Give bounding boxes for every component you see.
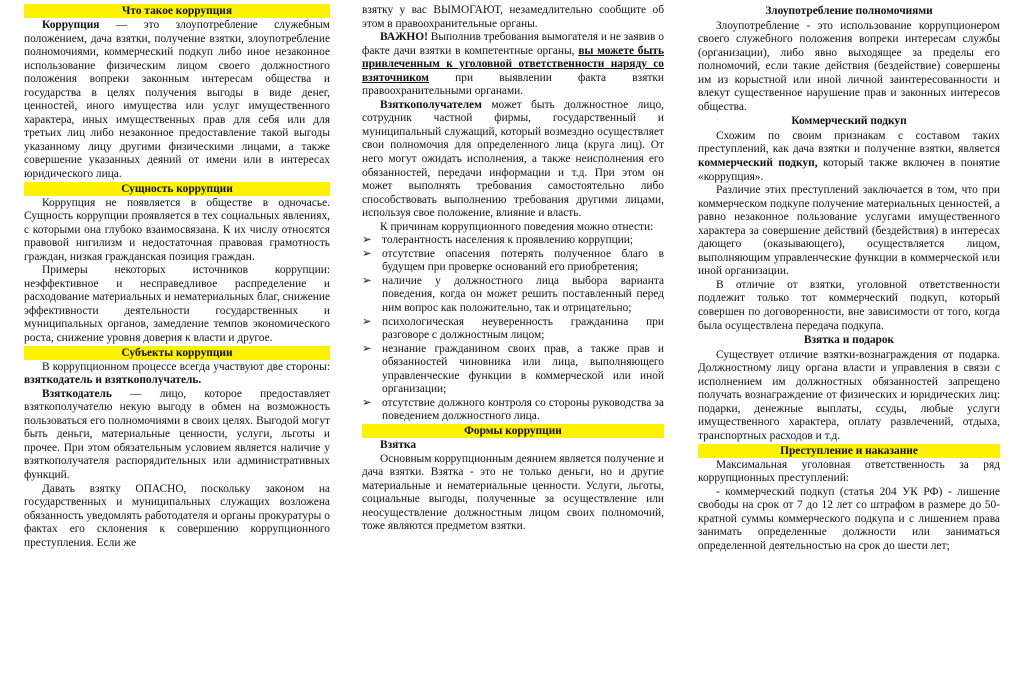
heading-subjects: Субъекты коррупции <box>24 346 330 360</box>
paragraph-definition: Коррупция — это злоупотребление служебным положением, дача взятки, получение взятки, злоупотребление полномочиями, коммерческий подкуп либо иное незаконное использование физическим лицом своего должностного положения вопреки законным интересам общества и государства в целях получения выгоды в виде денег, ценностей, иного имущества или услуг имущественного характера, иных имущественных прав для себя или для третьих лиц либо незаконное предоставление такой выгоды указанному лицу другими физическими лицами, а также совершение указанных деяний от имени или в интересах юридического лица. <box>24 19 330 181</box>
list-item: ➢ толерантность населения к проявлению коррупции; <box>362 234 634 247</box>
paragraph-sources: Примеры некоторых источников коррупции: неэффективное и несправедливое распределение и расходование материальных и нематериальных благ, снижение эффективности деятельности государственных и муниципальных органов, замедление темпов экономического роста, снижение уровня доверия к власти и другое. <box>24 264 330 345</box>
paragraph-article-204: - коммерческий подкуп (статья 204 УК РФ) - лишение свободы на срок от 7 до 12 лет со штрафом в размере до 50-кратной суммы коммерческого подкупа и с лишением права занимать определенные должности или заниматься определенной деятельностью на срок до шести лет; <box>698 485 1000 552</box>
bullet-arrow-icon: ➢ <box>362 247 372 260</box>
heading-what-is-corruption: Что такое коррупция <box>24 4 330 18</box>
column-1 <box>24 4 330 550</box>
list-item: ➢ психологическая неуверенность гражданина при разговоре с должностным лицом; <box>362 315 664 342</box>
paragraph-gift: Существует отличие взятки-вознаграждения от подарка. Должностному лицу органа власти и управления в связи с исполнением им должностных обязанностей запрещено получать вознаграждение от физических и юридических лиц: подарки, денежные выплаты, ссуды, любые услуги имущественного характера, оплату развлечений, отдыха, транспортных расходов и т.д. <box>698 348 1000 442</box>
important-label: ВАЖНО! <box>380 31 428 44</box>
paragraph-bribe-taker: Взяткополучателем может быть должностное лицо, сотрудник частной фирмы, государственный и муниципальный служащий, который возмездно осуществляет свои полномочия для определенного лица (круга лиц). От него могут ожидать исполнения, а также неисполнения его обязанностей, передачи информации и т.д. При этом он может выполнять требования самостоятельно либо способствовать выполнению требования другими лицами, используя свое положение, влияние и власть. <box>362 98 664 220</box>
paragraph-abuse: Злоупотребление - это использование коррупционером своего служебного положения вопреки интересам службы (организации), либо явно выходящее за пределы его полномочий, если такие действия (бездействие) совершены им из корыстной или иной личной заинтересованности и влекут существенное нарушение прав и законных интересов общества. <box>698 19 1000 113</box>
term-briber: Взяткодатель <box>42 387 112 400</box>
list-item: ➢ отсутствие должного контроля со стороны руководства за поведением должностного лица. <box>362 396 664 423</box>
paragraph-liability: В отличие от взятки, уголовной ответственности подлежит только тот коммерческий подкуп, который совершен по договоренности, вне зависимости от того, когда была осуществлена передача подкупа. <box>698 278 1000 332</box>
subheading-bribe-gift: Взятка и подарок <box>803 334 895 347</box>
paragraph-briber: Взяткодатель — лицо, которое предоставляет взяткополучателю некую выгоду в обмен на возможность пользоваться его полномочиями в своих целях. Выгодой могут быть деньги, материальные ценности, услуги, льготы и прочее. При этом обязательным условием является наличие у взяткополучателя распорядительных или административных функций. <box>24 387 330 481</box>
bullet-arrow-icon: ➢ <box>362 342 372 355</box>
subheading-bribe: Взятка <box>380 438 417 451</box>
paragraph-parties: В коррупционном процессе всегда участвуют две стороны: взяткодатель и взяткополучатель. <box>24 360 330 387</box>
heading-forms: Формы коррупции <box>362 424 664 438</box>
bullet-arrow-icon: ➢ <box>362 234 372 247</box>
paragraph-max-liability: Максимальная уголовная ответственность за ряд коррупционных преступлений: <box>698 458 1000 485</box>
paragraph-essence: Коррупция не появляется в обществе в одночасье. Сущность коррупции проявляется в тех социальных явлениях, с которыми она глубоко взаимосвязана. К их числу относятся правовой нигилизм и недостаточная правовая грамотность граждан, низкая гражданская позиция граждан. <box>24 196 330 263</box>
subheading-commercial-bribery: Коммерческий подкуп <box>791 115 907 128</box>
bullet-arrow-icon: ➢ <box>362 315 372 328</box>
bullet-arrow-icon: ➢ <box>362 396 372 409</box>
liability-warning: вы можете быть привлеченным к уголовной ответственности наряду со взяточником <box>362 44 664 84</box>
paragraph-causes-intro: К причинам коррупционного поведения можно отнести: <box>380 220 654 233</box>
causes-list <box>362 234 664 424</box>
heading-crime-punishment: Преступление и наказание <box>698 444 1000 458</box>
column-3 <box>698 4 1000 553</box>
paragraph-difference: Различие этих преступлений заключается в том, что при коммерческом подкупе получение материальных ценностей, а равно незаконное пользование услугами имущественного характера за совершение действий (бездействия) в интересах дающего (оказывающего), осуществляется лицом, выполняющим управленческие функции в коммерческой или иной организации. <box>698 184 1000 278</box>
heading-essence: Сущность коррупции <box>24 182 330 196</box>
column-2 <box>362 4 664 534</box>
list-item: ➢ наличие у должностного лица выбора варианта поведения, когда он может решить поставленный перед ним вопрос как положительно, так и отрицательно; <box>362 274 664 315</box>
paragraph-danger: Давать взятку ОПАСНО, поскольку законом на государственных и муниципальных служащих возложена обязанность уведомлять работодателя и органы прокуратуры о фактах его склонения к совершению коррупционного преступления. Если же <box>24 482 330 549</box>
subheading-abuse: Злоупотребление полномочиями <box>765 5 933 17</box>
term-corruption: Коррупция <box>42 19 100 31</box>
term-bribe-taker: Взяткополучателем <box>380 98 482 111</box>
paragraph-important: ВАЖНО! Выполнив требования вымогателя и не заявив о факте дачи взятки в компетентные органы, вы можете быть привлеченным к уголовной ответственности наряду со взяточником при выявлении факта взятки правоохранительными органами. <box>362 31 664 98</box>
list-item: ➢ незнание гражданином своих прав, а также прав и обязанностей чиновника или лица, выполняющего управленческие функции в коммерческой или иной организации; <box>362 342 664 396</box>
paragraph-extortion: взятку у вас ВЫМОГАЮТ, незамедлительно сообщите об этом в правоохранительные органы. <box>362 4 664 30</box>
paragraph-commercial: Схожим по своим признакам с составом таких преступлений, как дача взятки и получение взятки, является коммерческий подкуп, который также включен в понятие «коррупция». <box>698 129 1000 183</box>
list-item: ➢ отсутствие опасения потерять полученное благо в будущем при проверке оснований его приобретения; <box>362 247 664 274</box>
paragraph-bribe: Основным коррупционным деянием является получение и дача взятки. Взятка - это не только деньги, но и другие материальные и нематериальные ценности. Услуги, льготы, социальные выгоды, полученные за осуществление или неосуществление должностным лицом своих полномочий, тоже являются предметом взятки. <box>362 452 664 533</box>
bullet-arrow-icon: ➢ <box>362 274 372 287</box>
